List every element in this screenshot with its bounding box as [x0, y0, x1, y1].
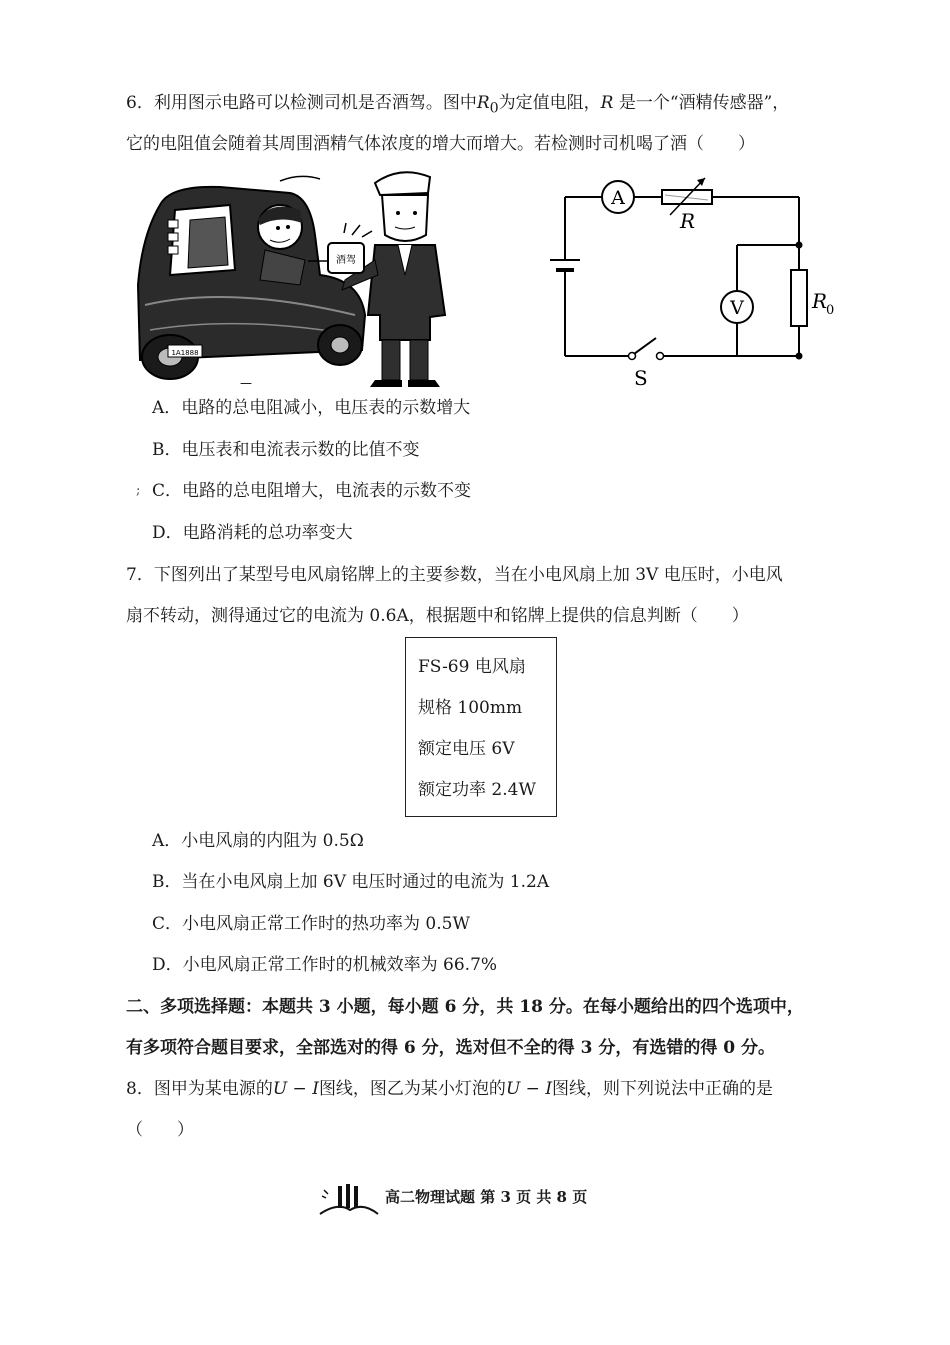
section2-heading-line2: 有多项符合题目要求，全部选对的得 6 分，选对但不全的得 3 分，有选错的得 0 分。	[126, 1038, 775, 1058]
svg-text:R: R	[812, 289, 828, 313]
nameplate-power: 额定功率 2.4W	[418, 780, 536, 800]
nameplate-model: FS-69 电风扇	[418, 657, 526, 677]
alcohol-sensor-resistor	[662, 178, 712, 233]
ammeter	[602, 181, 634, 213]
q6-stem-line1: 6．利用图示电路可以检测司机是否酒驾。图中$R_0$为定值电阻，R 是一个“酒精传感器”，	[126, 93, 790, 117]
battery	[550, 260, 580, 270]
q6-option-b: B．电压表和电流表示数的比值不变	[152, 440, 420, 460]
q6-option-a: A．电路的总电阻减小，电压表的示数增大	[152, 398, 471, 418]
page-footer: 高二物理试题 第 3 页 共 8 页	[385, 1188, 588, 1206]
fixed-resistor-r0	[791, 270, 834, 326]
fan-nameplate	[405, 637, 557, 817]
q7-option-b: B．当在小电风扇上加 6V 电压时通过的电流为 1.2A	[152, 872, 550, 892]
svg-text:A: A	[611, 187, 625, 209]
q7-option-a: A．小电风扇的内阻为 0.5Ω	[152, 831, 364, 851]
q7-option-c: C．小电风扇正常工作时的热功率为 0.5W	[152, 914, 470, 934]
svg-text:0: 0	[826, 303, 835, 318]
svg-text:V: V	[730, 297, 744, 319]
plate-text: 1A1888	[171, 349, 199, 357]
section2-heading-line1: 二、多项选择题：本题共 3 小题，每小题 6 分，共 18 分。在每小题给出的四个选项中，	[126, 997, 804, 1017]
q6-option-c: C．电路的总电阻增大，电流表的示数不变	[152, 481, 472, 501]
svg-text:R: R	[680, 209, 696, 233]
switch	[629, 338, 664, 390]
q6-circuit-diagram	[540, 170, 840, 390]
stray-mark: ;	[136, 483, 141, 498]
q7-option-d: D．小电风扇正常工作时的机械效率为 66.7%	[152, 955, 498, 975]
q7-stem-line1: 7．下图列出了某型号电风扇铭牌上的主要参数，当在小电风扇上加 3V 电压时，小电风	[126, 565, 783, 585]
cartoon-mark: —	[240, 376, 252, 390]
voltmeter	[721, 291, 753, 323]
q8-stem-line1: 8．图甲为某电源的U − I图线，图乙为某小灯泡的U − I图线，则下列说法中正确的是	[126, 1079, 774, 1099]
nameplate-voltage: 额定电压 6V	[418, 739, 515, 759]
svg-text:S: S	[634, 366, 648, 390]
nameplate-spec: 规格 100mm	[418, 698, 523, 718]
drunk-driving-cartoon	[130, 165, 450, 390]
q7-stem-line2: 扇不转动，测得通过它的电流为 0.6A，根据题中和铭牌上提供的信息判断（ ）	[126, 606, 749, 626]
breathalyzer-sign: 酒驾	[336, 255, 356, 266]
school-logo-icon	[318, 1180, 380, 1220]
q6-stem-line2: 它的电阻值会随着其周围酒精气体浓度的增大而增大。若检测时司机喝了酒（ ）	[126, 134, 755, 154]
q8-stem-line2: （ ）	[126, 1120, 194, 1140]
q6-option-d: D．电路消耗的总功率变大	[152, 523, 353, 543]
